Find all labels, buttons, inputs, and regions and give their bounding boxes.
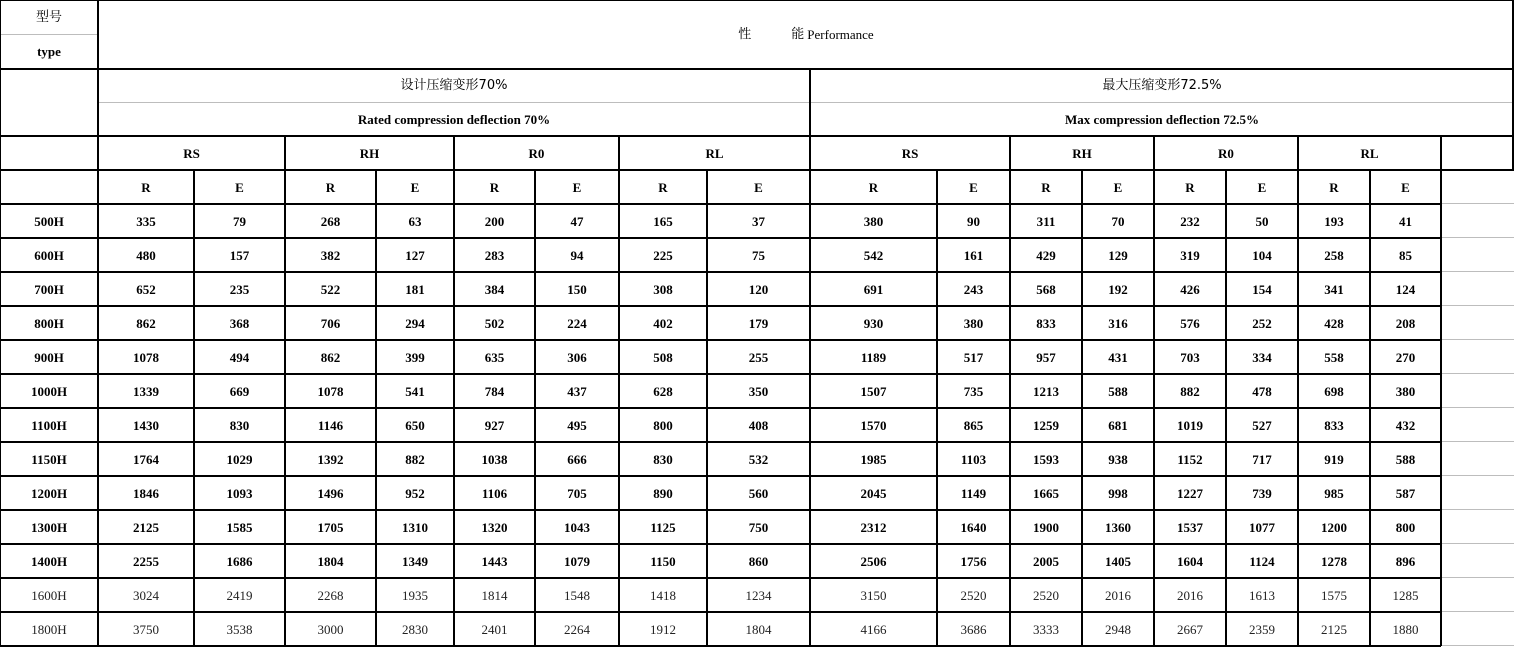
- table-cell: 862: [136, 315, 156, 331]
- grid-line: [1297, 170, 1299, 646]
- row-type-label: 1300H: [30, 519, 68, 535]
- table-cell: 41: [1399, 213, 1412, 229]
- table-cell: 1227: [1177, 485, 1203, 501]
- group-header: R0: [1218, 145, 1234, 161]
- table-cell: 1103: [960, 451, 987, 467]
- table-cell: 938: [1108, 451, 1128, 467]
- performance-cn-1: 性: [738, 26, 752, 42]
- table-cell: 784: [484, 383, 505, 399]
- table-cell: 1640: [960, 519, 987, 535]
- table-cell: 1078: [133, 349, 159, 365]
- table-cell: 1339: [133, 383, 159, 399]
- table-cell: 1078: [317, 383, 344, 399]
- table-cell: 952: [405, 485, 425, 501]
- grid-line: [193, 170, 195, 646]
- table-cell: 1496: [317, 485, 344, 501]
- grid-line: [0, 68, 1514, 70]
- table-cell: 1604: [1177, 553, 1203, 569]
- grid-line: [0, 0, 1514, 1]
- table-cell: 2016: [1105, 587, 1131, 603]
- table-cell: 37: [752, 213, 765, 229]
- column-header: R: [658, 179, 668, 195]
- table-cell: 896: [1395, 553, 1416, 569]
- table-cell: 1106: [481, 485, 508, 501]
- design-deflection-cn: 设计压缩变形70%: [400, 77, 508, 93]
- table-cell: 691: [863, 281, 884, 297]
- row-type-label: 1800H: [31, 621, 67, 637]
- table-cell: 3750: [133, 621, 159, 637]
- group-header: RS: [901, 145, 919, 161]
- table-cell: 1764: [133, 451, 159, 467]
- table-cell: 1310: [402, 519, 428, 535]
- table-cell: 243: [963, 281, 984, 297]
- column-header: R: [1041, 179, 1051, 195]
- grid-line: [1369, 170, 1371, 646]
- table-cell: 706: [320, 315, 341, 331]
- group-header: RS: [183, 145, 200, 161]
- table-cell: 63: [408, 213, 422, 229]
- grid-line: [1225, 170, 1227, 646]
- table-cell: 2948: [1105, 621, 1131, 637]
- table-cell: 1320: [481, 519, 508, 535]
- table-cell: 527: [1252, 417, 1272, 433]
- table-cell: 4166: [860, 621, 887, 637]
- table-cell: 862: [320, 349, 341, 365]
- grid-line: [1440, 170, 1442, 646]
- table-cell: 957: [1036, 349, 1056, 365]
- table-cell: 70: [1111, 213, 1125, 229]
- row-type-label: 1400H: [30, 553, 68, 569]
- table-cell: 192: [1108, 281, 1128, 297]
- table-cell: 698: [1324, 383, 1344, 399]
- table-cell: 1405: [1105, 553, 1131, 569]
- table-cell: 1548: [564, 587, 590, 603]
- table-cell: 2125: [133, 519, 159, 535]
- table-cell: 1043: [564, 519, 590, 535]
- table-cell: 316: [1108, 315, 1128, 331]
- table-cell: 1038: [481, 451, 508, 467]
- table-cell: 1900: [1033, 519, 1059, 535]
- table-cell: 517: [963, 349, 984, 365]
- table-cell: 294: [405, 315, 425, 331]
- grid-line: [1441, 475, 1514, 476]
- grid-line: [706, 170, 708, 646]
- column-header: E: [754, 179, 763, 195]
- column-header: R: [1185, 179, 1195, 195]
- table-cell: 1814: [481, 587, 508, 603]
- table-cell: 1152: [1177, 451, 1203, 467]
- table-cell: 3024: [133, 587, 159, 603]
- table-cell: 1077: [1249, 519, 1275, 535]
- table-cell: 2005: [1033, 553, 1059, 569]
- table-cell: 154: [1252, 281, 1272, 297]
- table-cell: 380: [863, 213, 884, 229]
- grid-line: [453, 170, 455, 646]
- grid-line: [0, 169, 1514, 171]
- table-cell: 232: [1180, 213, 1200, 229]
- table-cell: 1150: [650, 553, 676, 569]
- table-cell: 495: [567, 417, 587, 433]
- table-cell: 1443: [481, 553, 508, 569]
- row-type-label: 1200H: [30, 485, 68, 501]
- table-cell: 402: [653, 315, 673, 331]
- table-cell: 225: [653, 247, 673, 263]
- table-cell: 652: [136, 281, 156, 297]
- column-header: R: [868, 179, 879, 195]
- table-cell: 268: [320, 213, 341, 229]
- max-deflection-cn: 最大压缩变形72.5%: [1102, 77, 1222, 93]
- table-cell: 1880: [1392, 621, 1419, 637]
- table-cell: 1804: [317, 553, 344, 569]
- grid-line: [284, 170, 286, 646]
- table-cell: 283: [484, 247, 505, 263]
- column-header: E: [1257, 179, 1267, 195]
- table-cell: 85: [1399, 247, 1412, 263]
- performance-header: [98, 0, 1514, 68]
- column-header: E: [1401, 179, 1410, 195]
- column-header: E: [1113, 179, 1123, 195]
- design-deflection-en: Rated compression deflection 70%: [357, 111, 551, 127]
- table-cell: 1146: [317, 417, 344, 433]
- table-cell: 1665: [1033, 485, 1059, 501]
- table-cell: 588: [1108, 383, 1128, 399]
- grid-line: [0, 0, 1, 646]
- table-cell: 2264: [564, 621, 590, 637]
- table-cell: 368: [229, 315, 250, 331]
- table-cell: 335: [136, 213, 156, 229]
- grid-line: [1441, 577, 1514, 578]
- table-cell: 666: [567, 451, 587, 467]
- grid-line: [936, 170, 938, 646]
- table-cell: 252: [1252, 315, 1272, 331]
- grid-line: [1441, 645, 1514, 646]
- column-header: E: [969, 179, 978, 195]
- table-cell: 431: [1108, 349, 1128, 365]
- table-cell: 90: [967, 213, 980, 229]
- table-cell: 508: [653, 349, 673, 365]
- table-cell: 560: [748, 485, 769, 501]
- table-cell: 75: [752, 247, 765, 263]
- table-cell: 882: [1180, 383, 1200, 399]
- table-cell: 833: [1036, 315, 1056, 331]
- table-cell: 1278: [1321, 553, 1347, 569]
- table-cell: 432: [1395, 417, 1416, 433]
- column-header: R: [489, 179, 500, 195]
- table-cell: 3150: [860, 587, 887, 603]
- row-type-label: 1100H: [31, 417, 67, 433]
- table-cell: 478: [1252, 383, 1272, 399]
- table-cell: 181: [405, 281, 425, 297]
- table-cell: 1234: [745, 587, 772, 603]
- grid-line: [0, 135, 1514, 137]
- table-cell: 568: [1036, 281, 1056, 297]
- table-cell: 1575: [1321, 587, 1347, 603]
- table-cell: 650: [405, 417, 425, 433]
- table-cell: 399: [405, 349, 425, 365]
- table-cell: 1430: [133, 417, 159, 433]
- table-cell: 384: [484, 281, 505, 297]
- table-cell: 2359: [1249, 621, 1275, 637]
- table-cell: 235: [229, 281, 250, 297]
- grid-line: [1441, 339, 1514, 340]
- table-cell: 2506: [860, 553, 887, 569]
- table-cell: 2520: [960, 587, 987, 603]
- grid-line: [534, 170, 536, 646]
- grid-line: [1441, 203, 1514, 204]
- table-cell: 494: [229, 349, 250, 365]
- table-cell: 1613: [1249, 587, 1275, 603]
- group-header: R0: [528, 145, 545, 161]
- row-type-label: 1000H: [30, 383, 68, 399]
- table-cell: 1935: [402, 587, 428, 603]
- table-cell: 2045: [860, 485, 887, 501]
- grid-line: [1441, 543, 1514, 544]
- table-cell: 1213: [1033, 383, 1059, 399]
- table-cell: 739: [1252, 485, 1272, 501]
- grid-line: [1153, 170, 1155, 646]
- table-cell: 1360: [1105, 519, 1131, 535]
- table-cell: 2667: [1177, 621, 1203, 637]
- table-cell: 3000: [317, 621, 344, 637]
- table-cell: 208: [1395, 315, 1416, 331]
- table-cell: 1392: [317, 451, 344, 467]
- table-cell: 800: [653, 417, 673, 433]
- table-cell: 860: [748, 553, 769, 569]
- max-deflection-en: Max compression deflection 72.5%: [1064, 111, 1260, 127]
- grid-line: [618, 170, 620, 646]
- column-header: E: [235, 179, 244, 195]
- grid-line: [1441, 305, 1514, 306]
- table-cell: 1189: [860, 349, 887, 365]
- table-cell: 157: [229, 247, 250, 263]
- table-cell: 830: [229, 417, 250, 433]
- table-cell: 681: [1108, 417, 1128, 433]
- table-cell: 890: [653, 485, 673, 501]
- table-cell: 129: [1108, 247, 1128, 263]
- table-cell: 480: [136, 247, 156, 263]
- table-cell: 258: [1324, 247, 1344, 263]
- performance-cn-2: 能: [791, 26, 805, 42]
- performance-en: Performance: [807, 26, 874, 42]
- table-cell: 985: [1324, 485, 1344, 501]
- grid-line: [1441, 441, 1514, 442]
- table-cell: 428: [1324, 315, 1344, 331]
- grid-line: [1441, 509, 1514, 510]
- column-header: R: [141, 179, 151, 195]
- table-cell: 1079: [564, 553, 590, 569]
- table-cell: 522: [320, 281, 341, 297]
- table-cell: 1029: [226, 451, 253, 467]
- grid-line: [0, 34, 98, 35]
- table-cell: 341: [1324, 281, 1344, 297]
- table-cell: 1756: [960, 553, 987, 569]
- table-cell: 750: [748, 519, 769, 535]
- table-cell: 2312: [860, 519, 887, 535]
- row-type-label: 1600H: [31, 587, 67, 603]
- column-header: E: [572, 179, 582, 195]
- table-cell: 800: [1395, 519, 1416, 535]
- table-cell: 380: [963, 315, 984, 331]
- table-cell: 1125: [650, 519, 676, 535]
- table-cell: 1124: [1249, 553, 1275, 569]
- table-cell: 224: [567, 315, 587, 331]
- group-header: RL: [1360, 145, 1379, 161]
- table-cell: 541: [405, 383, 425, 399]
- row-type-label: 1150H: [31, 451, 67, 467]
- table-cell: 94: [570, 247, 584, 263]
- table-cell: 1985: [860, 451, 887, 467]
- table-cell: 628: [653, 383, 673, 399]
- table-cell: 161: [963, 247, 984, 263]
- table-cell: 306: [567, 349, 587, 365]
- table-cell: 542: [863, 247, 884, 263]
- table-cell: 1585: [226, 519, 253, 535]
- table-cell: 1019: [1177, 417, 1203, 433]
- table-cell: 882: [405, 451, 425, 467]
- model-header-en: type: [37, 43, 61, 59]
- table-cell: 1418: [650, 587, 676, 603]
- table-cell: 1593: [1033, 451, 1059, 467]
- table-cell: 120: [748, 281, 769, 297]
- table-cell: 2016: [1177, 587, 1203, 603]
- table-cell: 380: [1395, 383, 1416, 399]
- table-cell: 308: [653, 281, 673, 297]
- table-cell: 2401: [481, 621, 508, 637]
- column-header: R: [1329, 179, 1339, 195]
- table-cell: 532: [748, 451, 769, 467]
- grid-line: [1009, 170, 1011, 646]
- table-cell: 1507: [860, 383, 887, 399]
- grid-line: [1441, 237, 1514, 238]
- table-cell: 1686: [226, 553, 253, 569]
- grid-line: [375, 170, 377, 646]
- row-type-label: 500H: [34, 213, 64, 229]
- table-cell: 79: [233, 213, 246, 229]
- table-cell: 998: [1108, 485, 1128, 501]
- table-cell: 165: [653, 213, 673, 229]
- table-cell: 635: [484, 349, 505, 365]
- row-type-label: 900H: [34, 349, 64, 365]
- table-cell: 200: [484, 213, 505, 229]
- table-cell: 1804: [745, 621, 772, 637]
- row-type-label: 700H: [34, 281, 64, 297]
- table-cell: 1846: [133, 485, 159, 501]
- table-cell: 124: [1395, 281, 1416, 297]
- grid-line: [1441, 611, 1514, 612]
- table-cell: 3686: [960, 621, 987, 637]
- table-cell: 502: [484, 315, 505, 331]
- row-type-label: 600H: [34, 247, 64, 263]
- table-cell: 2268: [317, 587, 344, 603]
- row-type-label: 800H: [34, 315, 64, 331]
- table-cell: 669: [229, 383, 250, 399]
- table-cell: 1537: [1177, 519, 1203, 535]
- table-cell: 2255: [133, 553, 159, 569]
- grid-line: [97, 170, 99, 646]
- table-cell: 830: [653, 451, 673, 467]
- table-cell: 270: [1395, 349, 1416, 365]
- table-cell: 705: [567, 485, 587, 501]
- table-cell: 1570: [860, 417, 887, 433]
- table-cell: 1200: [1321, 519, 1347, 535]
- table-cell: 919: [1324, 451, 1344, 467]
- model-header-cn: 型号: [35, 9, 62, 25]
- table-cell: 193: [1324, 213, 1344, 229]
- table-cell: 717: [1252, 451, 1272, 467]
- table-cell: 2520: [1033, 587, 1059, 603]
- group-header: RL: [705, 145, 724, 161]
- table-cell: 319: [1180, 247, 1200, 263]
- table-cell: 426: [1180, 281, 1200, 297]
- table-cell: 3538: [226, 621, 253, 637]
- table-cell: 150: [567, 281, 587, 297]
- table-cell: 104: [1252, 247, 1272, 263]
- table-cell: 3333: [1033, 621, 1059, 637]
- table-cell: 350: [748, 383, 769, 399]
- table-cell: 558: [1324, 349, 1344, 365]
- column-header: R: [325, 179, 336, 195]
- table-cell: 2125: [1321, 621, 1347, 637]
- table-cell: 833: [1324, 417, 1344, 433]
- table-cell: 703: [1180, 349, 1200, 365]
- table-cell: 50: [1255, 213, 1269, 229]
- table-cell: 865: [963, 417, 984, 433]
- grid-line: [1441, 373, 1514, 374]
- table-cell: 179: [748, 315, 769, 331]
- table-cell: 382: [320, 247, 341, 263]
- group-header: RH: [359, 145, 380, 161]
- table-cell: 588: [1395, 451, 1416, 467]
- table-cell: 735: [963, 383, 984, 399]
- table-cell: 1149: [960, 485, 987, 501]
- table-cell: 47: [570, 213, 584, 229]
- grid-line: [809, 170, 811, 646]
- table-cell: 2419: [226, 587, 253, 603]
- table-cell: 1912: [650, 621, 676, 637]
- table-cell: 1259: [1033, 417, 1059, 433]
- grid-line: [98, 102, 1514, 103]
- table-cell: 576: [1180, 315, 1200, 331]
- table-cell: 334: [1252, 349, 1272, 365]
- table-cell: 587: [1395, 485, 1416, 501]
- table-cell: 1093: [226, 485, 253, 501]
- table-cell: 1285: [1392, 587, 1419, 603]
- group-header: RH: [1072, 145, 1092, 161]
- table-cell: 127: [405, 247, 425, 263]
- grid-line: [1441, 271, 1514, 272]
- table-cell: 927: [484, 417, 505, 433]
- table-cell: 429: [1036, 247, 1056, 263]
- table-cell: 437: [567, 383, 587, 399]
- table-cell: 1705: [317, 519, 344, 535]
- grid-line: [1441, 407, 1514, 408]
- table-cell: 255: [748, 349, 769, 365]
- grid-line: [1081, 170, 1083, 646]
- table-cell: 2830: [402, 621, 428, 637]
- table-cell: 1349: [402, 553, 428, 569]
- table-cell: 408: [748, 417, 769, 433]
- column-header: E: [410, 179, 420, 195]
- table-cell: 930: [863, 315, 884, 331]
- table-cell: 311: [1036, 213, 1056, 229]
